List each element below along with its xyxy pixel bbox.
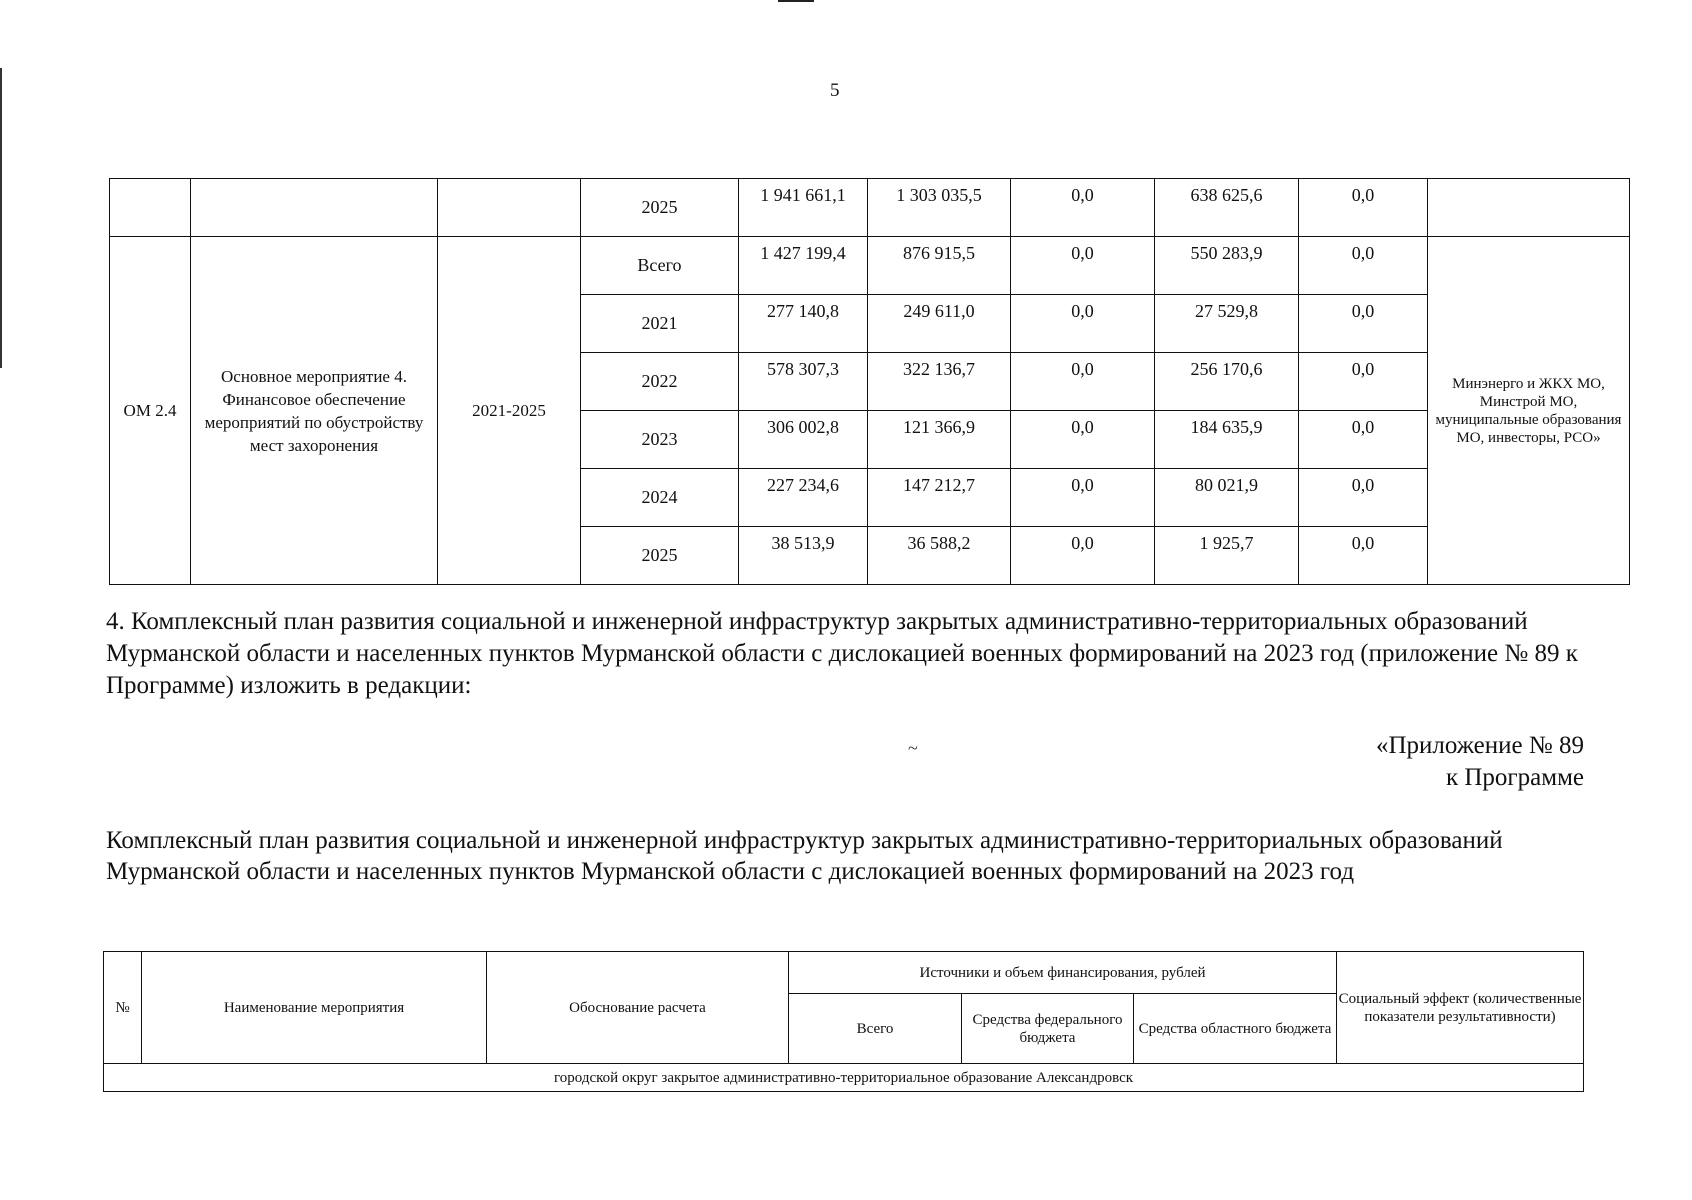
- measure-code: ОМ 2.4: [110, 237, 191, 585]
- year-cell: 2021: [581, 295, 739, 353]
- page-number: 5: [830, 80, 840, 101]
- value-cell: 322 136,7: [868, 353, 1011, 411]
- plan-title: Комплексный план развития социальной и инженерной инфраструктур закрытых административно-территориальных образований Мурманской области и населенных пунктов Мурманской области с дислокацией военных формирований на 2023 год: [106, 827, 1503, 885]
- value-cell: 227 234,6: [739, 469, 868, 527]
- value-cell: 638 625,6: [1155, 179, 1299, 237]
- table-row: [110, 179, 1630, 237]
- stray-mark: ~: [908, 738, 918, 758]
- top-margin-mark: [778, 0, 814, 2]
- value-cell: 38 513,9: [739, 527, 868, 585]
- value-cell: 0,0: [1011, 527, 1155, 585]
- value-cell: 0,0: [1299, 237, 1428, 295]
- year-cell: 2025: [581, 179, 739, 237]
- value-cell: 0,0: [1011, 469, 1155, 527]
- appendix-reference-line: к Программе: [1445, 764, 1584, 791]
- table-cell: [438, 179, 581, 237]
- measure-executors: Минэнерго и ЖКХ МО, Минстрой МО, муниципальные образования МО, инвесторы, РСО»: [1428, 237, 1630, 585]
- value-cell: 0,0: [1299, 527, 1428, 585]
- value-cell: 0,0: [1011, 179, 1155, 237]
- year-cell: 2022: [581, 353, 739, 411]
- executors-cell: [1428, 179, 1630, 237]
- header-effect: Социальный эффект (количественные показатели результативности): [1337, 952, 1584, 1064]
- value-cell: 1 427 199,4: [739, 237, 868, 295]
- value-cell: 80 021,9: [1155, 469, 1299, 527]
- header-total: Всего: [789, 994, 962, 1064]
- header-number: №: [104, 952, 142, 1064]
- appendix-reference-line: «Приложение № 89: [1375, 732, 1584, 759]
- measure-period: 2021-2025: [438, 237, 581, 585]
- value-cell: 277 140,8: [739, 295, 868, 353]
- table-cell: [191, 179, 438, 237]
- header-name: Наименование мероприятия: [142, 952, 487, 1064]
- value-cell: 306 002,8: [739, 411, 868, 469]
- header-sources: Источники и объем финансирования, рублей: [789, 952, 1337, 994]
- year-cell: Всего: [581, 237, 739, 295]
- value-cell: 27 529,8: [1155, 295, 1299, 353]
- header-regional: Средства областного бюджета: [1134, 994, 1337, 1064]
- table-row: [110, 237, 1630, 295]
- value-cell: 0,0: [1299, 179, 1428, 237]
- left-margin-mark: [0, 68, 2, 368]
- value-cell: 1 941 661,1: [739, 179, 868, 237]
- plan-table: [103, 951, 1584, 1092]
- value-cell: 0,0: [1011, 353, 1155, 411]
- table-row: [104, 1064, 1584, 1092]
- value-cell: 0,0: [1299, 469, 1428, 527]
- year-cell: 2023: [581, 411, 739, 469]
- value-cell: 0,0: [1299, 411, 1428, 469]
- value-cell: 0,0: [1011, 237, 1155, 295]
- section-row: городской округ закрытое административно-территориальное образование Александровск: [104, 1064, 1584, 1092]
- header-federal: Средства федерального бюджета: [962, 994, 1134, 1064]
- table-cell: [110, 179, 191, 237]
- value-cell: 184 635,9: [1155, 411, 1299, 469]
- value-cell: 121 366,9: [868, 411, 1011, 469]
- value-cell: 876 915,5: [868, 237, 1011, 295]
- year-cell: 2025: [581, 527, 739, 585]
- value-cell: 0,0: [1299, 295, 1428, 353]
- value-cell: 147 212,7: [868, 469, 1011, 527]
- value-cell: 550 283,9: [1155, 237, 1299, 295]
- measure-name: Основное мероприятие 4. Финансовое обеспечение мероприятий по обустройству мест захоронения: [191, 237, 438, 585]
- value-cell: 1 925,7: [1155, 527, 1299, 585]
- amendment-paragraph: 4. Комплексный план развития социальной и инженерной инфраструктур закрытых административно-территориальных образований Мурманской области и населенных пунктов Мурманской области с дислокацией военных формирований на 2023 год (приложение № 89 к Программе) изложить в редакции:: [106, 608, 1578, 699]
- value-cell: 1 303 035,5: [868, 179, 1011, 237]
- value-cell: 36 588,2: [868, 527, 1011, 585]
- financing-table: [109, 178, 1630, 585]
- table-header-row: [104, 952, 1584, 994]
- header-basis: Обоснование расчета: [487, 952, 789, 1064]
- value-cell: 0,0: [1011, 411, 1155, 469]
- value-cell: 578 307,3: [739, 353, 868, 411]
- year-cell: 2024: [581, 469, 739, 527]
- value-cell: 0,0: [1011, 295, 1155, 353]
- appendix-reference: [1200, 730, 1584, 794]
- value-cell: 0,0: [1299, 353, 1428, 411]
- value-cell: 249 611,0: [868, 295, 1011, 353]
- value-cell: 256 170,6: [1155, 353, 1299, 411]
